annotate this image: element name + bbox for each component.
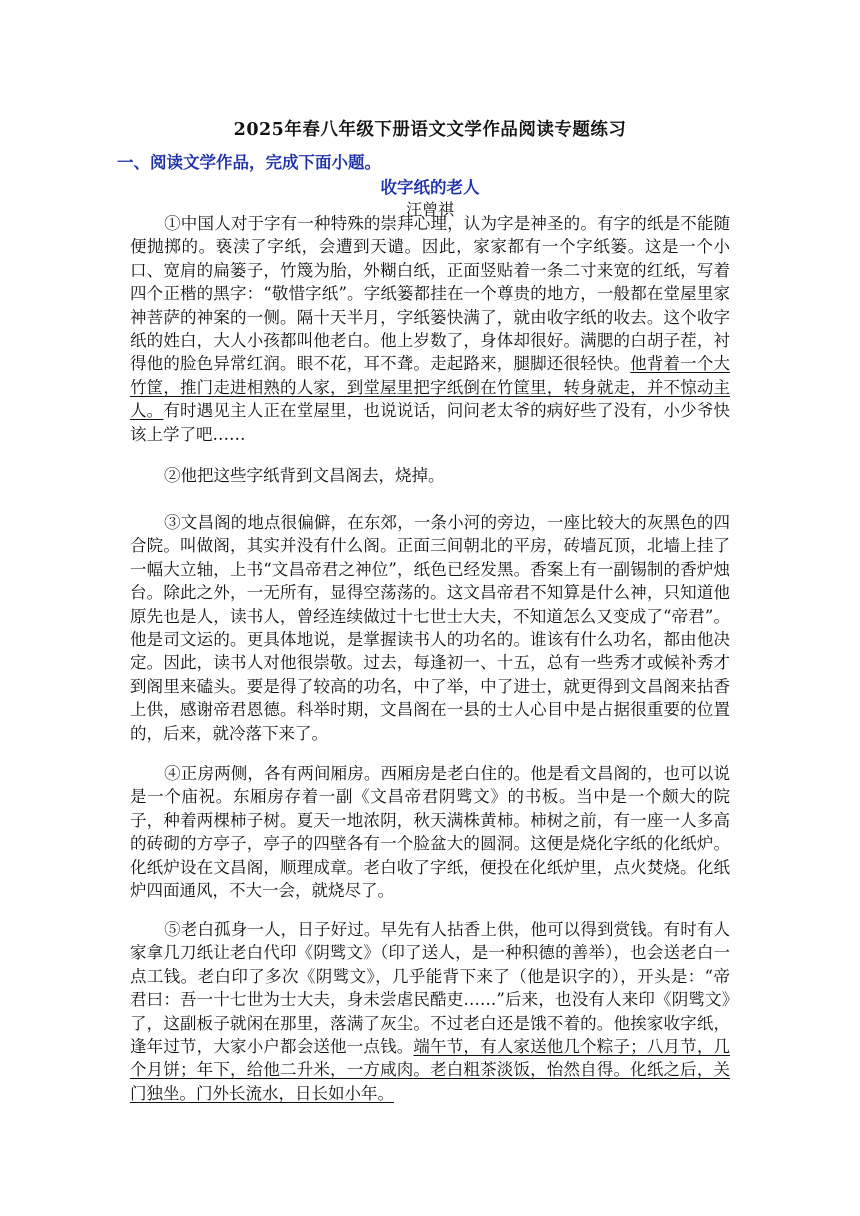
paragraph-2 xyxy=(130,464,730,487)
paragraph-1-text-b: 有时遇见主人正在堂屋里，也说说话，问问老太爷的病好些了没有，小少爷快该上学了吧…… xyxy=(130,401,731,444)
paragraph-5 xyxy=(130,918,730,1105)
section-heading: 一、阅读文学作品，完成下面小题。 xyxy=(117,153,381,172)
paragraph-1-underlined-sentence: 他背着一个大竹筐，推门走进相熟的人家，到堂屋里把字纸倒在竹筐里，转身就走，并不惊动主人。 xyxy=(130,354,731,421)
paragraph-4 xyxy=(130,762,730,902)
document-title: 2025年春八年级下册语文文学作品阅读专题练习 xyxy=(233,120,627,140)
paragraph-5-text-a: ⑤老白孤身一人，日子好过。早先有人拈香上供，他可以得到赏钱。有时有人家拿几刀纸让老白代印《阴骘文》（印了送人，是一种积德的善举），也会送老白一点工钱。老白印了多次《阴骘文》，几乎能背下来了（他是识字的），开头是：“帝君曰：吾一十七世为士大夫，身未尝虐民酷吏……”后来，也没有人来印《阴骘文》了，这副板子就闲在那里，落满了灰尘。不过老白还是饿不着的。他挨家收字纸，逢年过节，大家小户都会送他一点钱。 xyxy=(130,920,730,1057)
paragraph-1 xyxy=(130,212,730,446)
paragraph-5-underlined-sentence: 端午节，有人家送他几个粽子；八月节，几个月饼；年下，给他二升米，一方咸肉。老白粗茶淡饭，怡然自得。化纸之后，关门独坐。门外长流水，日长如小年。 xyxy=(130,1037,731,1103)
paragraph-3-text: ③文昌阁的地点很偏僻，在东郊，一条小河的旁边，一座比较大的灰黑色的四合院。叫做阁，其实并没有什么阁。正面三间朝北的平房，砖墙瓦顶，北墙上挂了一幅大立轴，上书“文昌帝君之神位”，纸色已经发黑。香案上有一副锡制的香炉烛台。除此之外，一无所有，显得空荡荡的。这文昌帝君不知算是什么神，只知道他原先也是人，读书人，曾经连续做过十七世士大夫，不知道怎么又变成了“帝君”。他是司文运的。更具体地说，是掌握读书人的功名的。谁该有什么功名，都由他决定。因此，读书人对他很崇敬。过去，每逢初一、十五，总有一些秀才或候补秀才到阁里来磕头。要是得了较高的功名，中了举，中了进士，就更得到文昌阁来拈香上供，感谢帝君恩德。科举时期，文昌阁在一县的士人心目中是占据很重要的位置的，后来，就冷落下来了。 xyxy=(130,513,730,743)
article-author: 汪曾祺 xyxy=(405,200,454,219)
paragraph-2-text: ②他把这些字纸背到文昌阁去，烧掉。 xyxy=(164,466,445,485)
article-title: 收字纸的老人 xyxy=(380,178,480,197)
paragraph-3 xyxy=(130,511,730,745)
paragraph-4-text: ④正房两侧，各有两间厢房。西厢房是老白住的。他是看文昌阁的，也可以说是一个庙祝。东厢房存着一副《文昌帝君阴骘文》的书板。当中是一个颇大的院子，种着两棵柿子树。夏天一地浓阴，秋天满株黄柿。柿树之前，有一座一人多高的砖砌的方亭子，亭子的四壁各有一个脸盆大的圆洞。这便是烧化字纸的化纸炉。化纸炉设在文昌阁，顺理成章。老白收了字纸，便投在化纸炉里，点火焚烧。化纸炉四面通风，不大一会，就烧尽了。 xyxy=(130,764,730,901)
paragraph-1-text-a: ①中国人对于字有一种特殊的崇拜心理，认为字是神圣的。有字的纸是不能随便抛掷的。亵渎了字纸，会遭到天谴。因此，家家都有一个字纸篓。这是一个小口、宽肩的扁篓子，竹篾为胎，外糊白纸，正面竖贴着一条二寸来宽的红纸，写着四个正楷的黑字：“敬惜字纸”。字纸篓都挂在一个尊贵的地方，一般都在堂屋里家神菩萨的神案的一侧。隔十天半月，字纸篓快满了，就由收字纸的收去。这个收字纸的姓白，大人小孩都叫他老白。他上岁数了，身体却很好。满腮的白胡子茬，衬得他的脸色异常红润。眼不花，耳不聋。走起路来，腿脚还很轻快。 xyxy=(130,214,730,374)
